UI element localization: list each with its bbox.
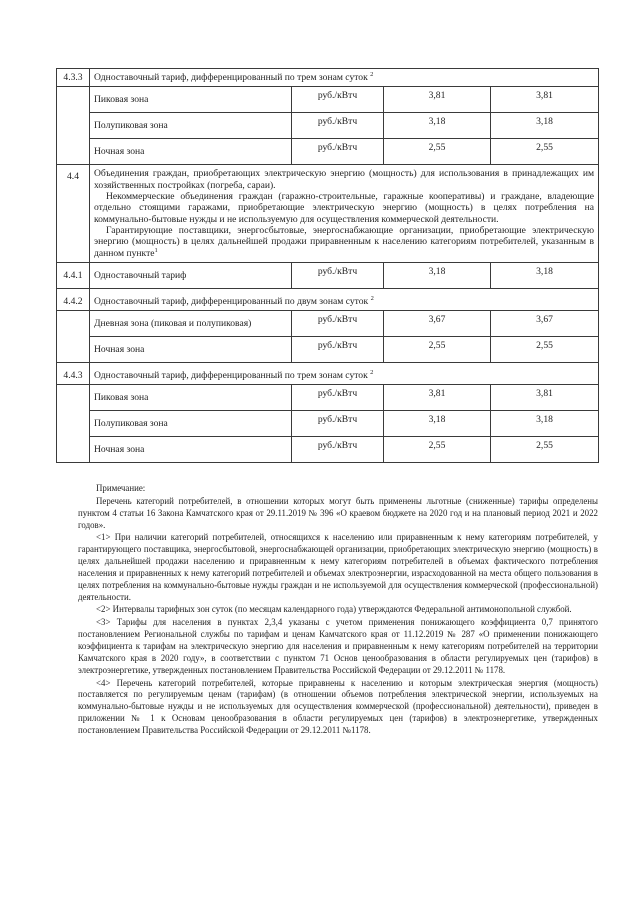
unit-cell: руб./кВтч: [292, 139, 384, 165]
table-row-4-4-2: [57, 288, 599, 310]
row-number: 4.3.3: [57, 69, 90, 87]
value-cell-2: 3,18: [491, 411, 599, 437]
value-cell-2: 3,81: [491, 87, 599, 113]
notes-section: [78, 483, 598, 738]
table-row: [57, 411, 599, 437]
zone-name: Ночная зона: [90, 139, 292, 165]
table-row-4-4-3: [57, 363, 599, 385]
value-cell-2: 3,67: [491, 311, 599, 337]
value-cell-2: 3,81: [491, 385, 599, 411]
zone-name: Ночная зона: [90, 437, 292, 463]
row-title: Одноставочный тариф, дифференцированный по трем зонам суток $^2$: [90, 363, 599, 385]
row-title: Одноставочный тариф, дифференцированный по двум зонам суток $^2$: [90, 288, 599, 310]
footnote-ref: 2: [370, 294, 374, 302]
value-cell-1: 2,55: [384, 337, 491, 363]
table-row-4-4-1: [57, 262, 599, 288]
unit-cell: руб./кВтч: [292, 411, 384, 437]
value-cell-2: 3,18: [491, 113, 599, 139]
unit-cell: руб./кВтч: [292, 385, 384, 411]
note-paragraph: Перечень категорий потребителей, в отношении которых могут быть применены льготные (сниженные) тарифы определены пунктом 4 статьи 16 Закона Камчатского края от 29.11.2019 № 396 «О краевом бюджете на 2020 год и на плановый период 2021 и 2022 годов».: [78, 495, 598, 530]
footnote-4: <4> Перечень категорий потребителей, которые приравнены к населению и которым электрическая энергия (мощность) поставляется по регулируемым ценам (тарифам) (в отношении объемов потребления электрической энергии, используемых на коммунально-бытовые нужды и не используемых для осуществления коммерческой (профессиональной) деятельности), приведен в приложении № 1 к Основам ценообразования в области регулируемых цен (тарифов) в электроэнергетике, утвержденных постановлением Правительства Российской Федерации от 29.12.2011 №1178.: [78, 677, 598, 735]
table-row: [57, 87, 599, 113]
row-title: Одноставочный тариф, дифференцированный по трем зонам суток $^2$: [90, 69, 599, 87]
value-cell-2: 2,55: [491, 337, 599, 363]
table-row: [57, 337, 599, 363]
row-number: 4.4: [57, 165, 90, 263]
value-cell-2: 2,55: [491, 139, 599, 165]
unit-cell: руб./кВтч: [292, 87, 384, 113]
tariff-table: [56, 68, 599, 463]
table-row: [57, 113, 599, 139]
zone-name: Пиковая зона: [90, 87, 292, 113]
footnote-ref: 1: [154, 246, 158, 254]
table-row: [57, 385, 599, 411]
notes-heading: Примечание:: [96, 483, 146, 493]
unit-cell: руб./кВтч: [292, 311, 384, 337]
table-row: [57, 139, 599, 165]
row-number: 4.4.1: [57, 262, 90, 288]
zone-name: Полупиковая зона: [90, 411, 292, 437]
table-row-4-4: [57, 165, 599, 263]
value-cell-1: 2,55: [384, 139, 491, 165]
category-description: Объединения граждан, приобретающих электрическую энергию (мощность) для использования в принадлежащих им хозяйственных постройках (погреба, сараи). Некоммерческие объединения граждан (гаражно-строительные, гаражные кооперативы) и граждане, владеющие отдельно стоящими гаражами, приобретающие электрическую энергию (мощность) в целях потребления на коммунально-бытовые нужды и не используемую для осуществления коммерческой деятельности. Гарантирующие поставщики, энергосбытовые, энергоснабжающие организации, приобретающие электрическую энергию (мощность) в целях дальнейшей продажи приравненным к населению категориям потребителей, указанным в данном пункте$^1$: [90, 165, 599, 263]
zone-name: Дневная зона (пиковая и полупиковая): [90, 311, 292, 337]
value-cell-1: 3,81: [384, 87, 491, 113]
table-row-4-3-3: [57, 69, 599, 87]
value-cell-1: 3,67: [384, 311, 491, 337]
value-cell-1: 3,18: [384, 262, 491, 288]
table-row: [57, 311, 599, 337]
row-number: 4.4.3: [57, 363, 90, 385]
footnote-ref: 2: [370, 70, 374, 78]
zone-name: Пиковая зона: [90, 385, 292, 411]
footnote-ref: 2: [370, 368, 374, 376]
value-cell-1: 3,18: [384, 411, 491, 437]
footnote-3: <3> Тарифы для населения в пунктах 2,3,4 указаны с учетом применения понижающего коэффициента 0,7 принятого постановлением Региональной службы по тарифам и ценам Камчатского края от 11.12.2019 № 287 «О применении понижающего коэффициента к тарифам на электрическую энергию для населения и приравненным к нему категориям потребителей на территории Камчатского края в 2020 году», в соответствии с пунктом 71 Основ ценообразования в области регулируемых цен (тарифов) в электроэнергетике, утвержденных постановлением Правительства Российской Федерации от 29.12.2011 № 1178.: [78, 617, 598, 675]
table-row: [57, 437, 599, 463]
zone-name: Полупиковая зона: [90, 113, 292, 139]
zone-name: Ночная зона: [90, 337, 292, 363]
value-cell-1: 2,55: [384, 437, 491, 463]
unit-cell: руб./кВтч: [292, 337, 384, 363]
footnote-1: <1> При наличии категорий потребителей, относящихся к населению или приравненным к нему категориям потребителей, у гарантирующего поставщика, энергосбытовой, энергоснабжающей организации, приобретающих электрическую энергию (мощность) в целях дальнейшей продажи населению и приравненным к нему категориям потребителей в объемах фактического потребления населения и приравненных к нему категорий потребителей и объемах электроэнергии, израсходованной на места общего пользования в целях потребления на коммунально-бытовые нужды граждан и не используемой для осуществления коммерческой (профессиональной) деятельности.: [78, 532, 598, 602]
value-cell-2: 2,55: [491, 437, 599, 463]
footnote-2: <2> Интервалы тарифных зон суток (по месяцам календарного года) утверждаются Федеральной антимонопольной службой.: [96, 604, 572, 615]
unit-cell: руб./кВтч: [292, 262, 384, 288]
value-cell-1: 3,81: [384, 385, 491, 411]
row-number: 4.4.2: [57, 288, 90, 310]
value-cell-2: 3,18: [491, 262, 599, 288]
unit-cell: руб./кВтч: [292, 113, 384, 139]
unit-cell: руб./кВтч: [292, 437, 384, 463]
tariff-name: Одноставочный тариф: [90, 262, 292, 288]
value-cell-1: 3,18: [384, 113, 491, 139]
